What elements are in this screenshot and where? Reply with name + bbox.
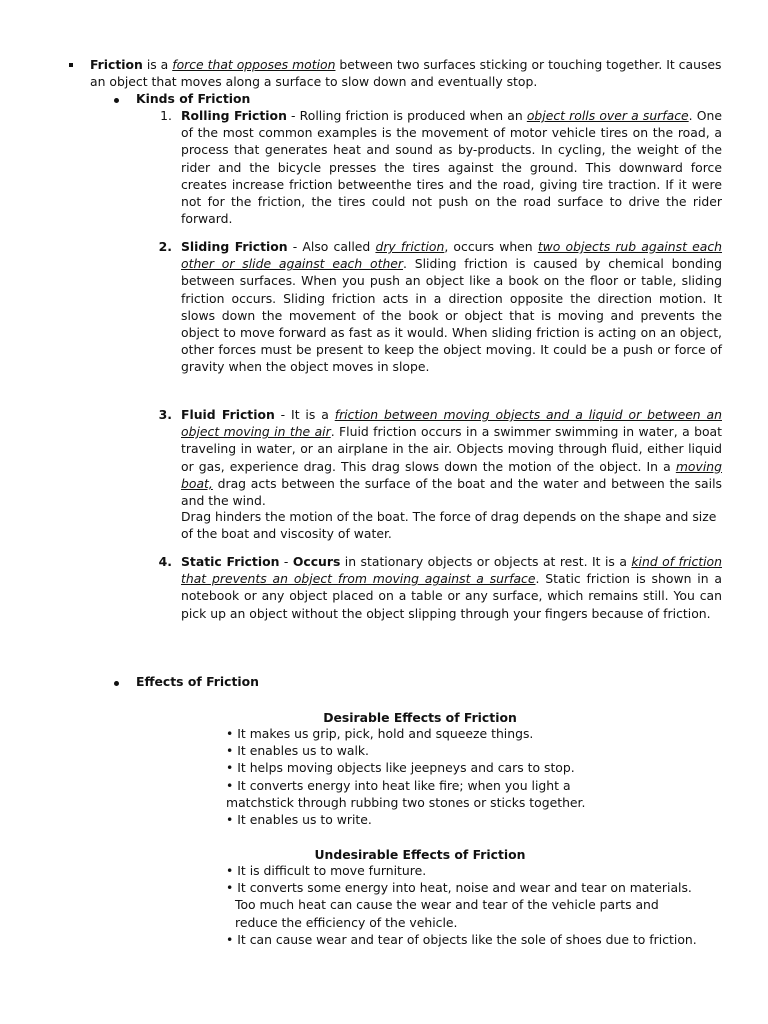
- list-item: • It is difficult to move furniture.: [226, 863, 427, 878]
- list-item: • It converts energy into heat like fire; when you light a: [226, 777, 571, 793]
- bullet-icon: [114, 681, 119, 686]
- list-item: • It enables us to write.: [226, 812, 372, 828]
- fluid-friction-paragraph: Fluid Friction - It is a friction between moving objects and a liquid or between an object moving in the air. Fluid friction occurs in a swimmer swimming in water, a boat traveling in water, or an airplane in the air. Objects moving through fluid, either liquid or gas, experience drag. This drag slows down the motion of the object. In a moving boat, drag acts between the surface of the boat and the water and between the sails and the wind.: [181, 407, 722, 509]
- static-friction-title: Static Friction: [181, 554, 280, 569]
- list-item: matchstick through rubbing two stones or sticks together.: [226, 794, 586, 810]
- rolling-friction-title: Rolling Friction: [181, 108, 287, 123]
- item-number: 3.: [158, 407, 172, 422]
- list-item: • It converts some energy into heat, noise and wear and tear on materials.: [226, 880, 692, 896]
- intro-paragraph: Friction is a force that opposes motion between two surfaces sticking or touching together. It causes an object that moves along a surface to slow down and eventually stop.: [90, 57, 722, 90]
- term-friction: Friction: [90, 57, 143, 72]
- item-number: 4.: [158, 554, 172, 569]
- effects-heading: Effects of Friction: [136, 674, 259, 689]
- definition-link: force that opposes motion: [172, 57, 336, 72]
- kinds-heading: Kinds of Friction: [136, 91, 251, 106]
- item-number: 2.: [158, 239, 172, 254]
- undesirable-list: [226, 862, 722, 948]
- list-item: • It helps moving objects like jeepneys and cars to stop.: [226, 760, 575, 776]
- fluid-friction-title: Fluid Friction: [181, 407, 275, 422]
- list-item: • It makes us grip, pick, hold and squeeze things.: [226, 726, 534, 741]
- undesirable-title: Undesirable Effects of Friction: [314, 847, 526, 862]
- bullet-icon: [114, 98, 119, 103]
- square-bullet-icon: [69, 63, 73, 67]
- sliding-friction-title: Sliding Friction: [181, 239, 288, 254]
- list-item: • It can cause wear and tear of objects like the sole of shoes due to friction.: [226, 931, 697, 947]
- desirable-list: [226, 725, 646, 828]
- item-number: 1.: [160, 108, 172, 123]
- sliding-friction-paragraph: Sliding Friction - Also called dry friction, occurs when two objects rub against each other or slide against each other. Sliding friction is caused by chemical bonding between surfaces. When you push an object like a book on the floor or table, sliding friction occurs. Sliding friction acts in a direction opposite the direction motion. It slows down the movement of the book or object that is moving and prevents the object to move forward as fast as it would. When sliding friction is acting on an object, other forces must be present to keep the object moving. It could be a push or force of gravity when the object moves in slope.: [181, 239, 722, 375]
- fluid-friction-extra: Drag hinders the motion of the boat. The force of drag depends on the shape and size of the boat and viscosity of water.: [181, 509, 717, 542]
- desirable-title: Desirable Effects of Friction: [323, 710, 517, 725]
- list-item: • It enables us to walk.: [226, 743, 370, 759]
- static-friction-paragraph: Static Friction - Occurs in stationary objects or objects at rest. It is a kind of friction that prevents an object from moving against a surface. Static friction is shown in a notebook or any object placed on a table or any surface, which remains still. You can pick up an object without the object slipping through your fingers because of friction.: [181, 554, 722, 621]
- list-item-note: Too much heat can cause the wear and tear of the vehicle parts and reduce the efficiency of the vehicle.: [235, 897, 659, 930]
- rolling-friction-paragraph: Rolling Friction - Rolling friction is produced when an object rolls over a surface. One of the most common examples is the movement of motor vehicle tires on the road, a process that generates heat and sound as by-products. In cycling, the weight of the rider and the bicycle presses the tires against the ground. This downward force creates increase friction betweenthe tires and the road, giving tire traction. If it were not for the friction, the tires could not push on the road surface to drive the rider forward.: [181, 108, 722, 227]
